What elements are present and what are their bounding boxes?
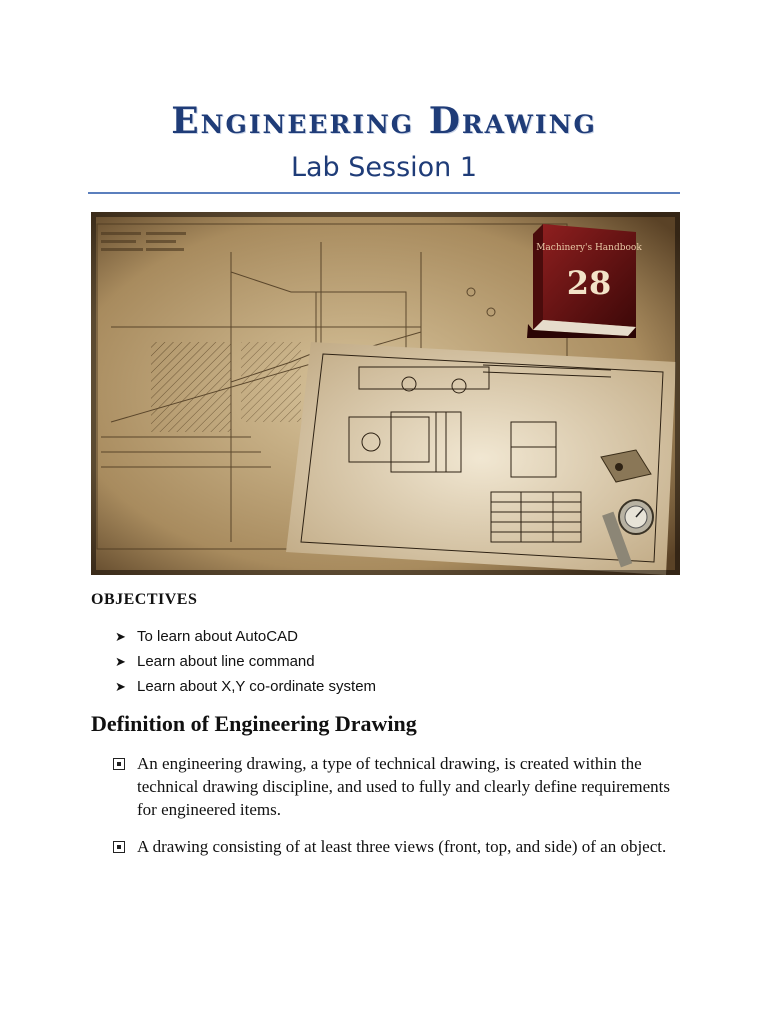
list-item — [115, 674, 376, 699]
objectives-list — [115, 624, 376, 699]
definition-heading: Definition of Engineering Drawing — [91, 711, 417, 736]
objective-text: To learn about AutoCAD — [137, 628, 298, 645]
definition-text: A drawing consisting of at least three views (front, top, and side) of an object. — [137, 837, 667, 856]
engineering-drawing-photo — [91, 212, 680, 575]
objective-text: Learn about X,Y co-ordinate system — [137, 678, 377, 695]
objectives-heading: OBJECTIVES — [91, 591, 198, 608]
book-title-text: Machinery's Handbook — [536, 243, 642, 253]
square-bullet-icon — [113, 841, 125, 853]
objective-text: Learn about line command — [137, 653, 315, 670]
list-item — [115, 624, 376, 649]
title-divider — [88, 192, 680, 194]
definition-list — [113, 752, 673, 872]
page-title: Engineering Drawing — [171, 100, 597, 142]
page-subtitle: Lab Session 1 — [290, 152, 478, 183]
book-number-text: 28 — [566, 264, 612, 302]
arrow-bullet-icon: ➤ — [115, 654, 126, 669]
list-item — [113, 835, 673, 858]
list-item — [113, 752, 673, 821]
arrow-bullet-icon: ➤ — [115, 679, 126, 694]
definition-text: An engineering drawing, a type of technical drawing, is created within the technical drawing discipline, and used to fully and clearly define requirements for engineered items. — [137, 754, 670, 819]
list-item — [115, 649, 376, 674]
arrow-bullet-icon: ➤ — [115, 629, 126, 644]
square-bullet-icon — [113, 758, 125, 770]
